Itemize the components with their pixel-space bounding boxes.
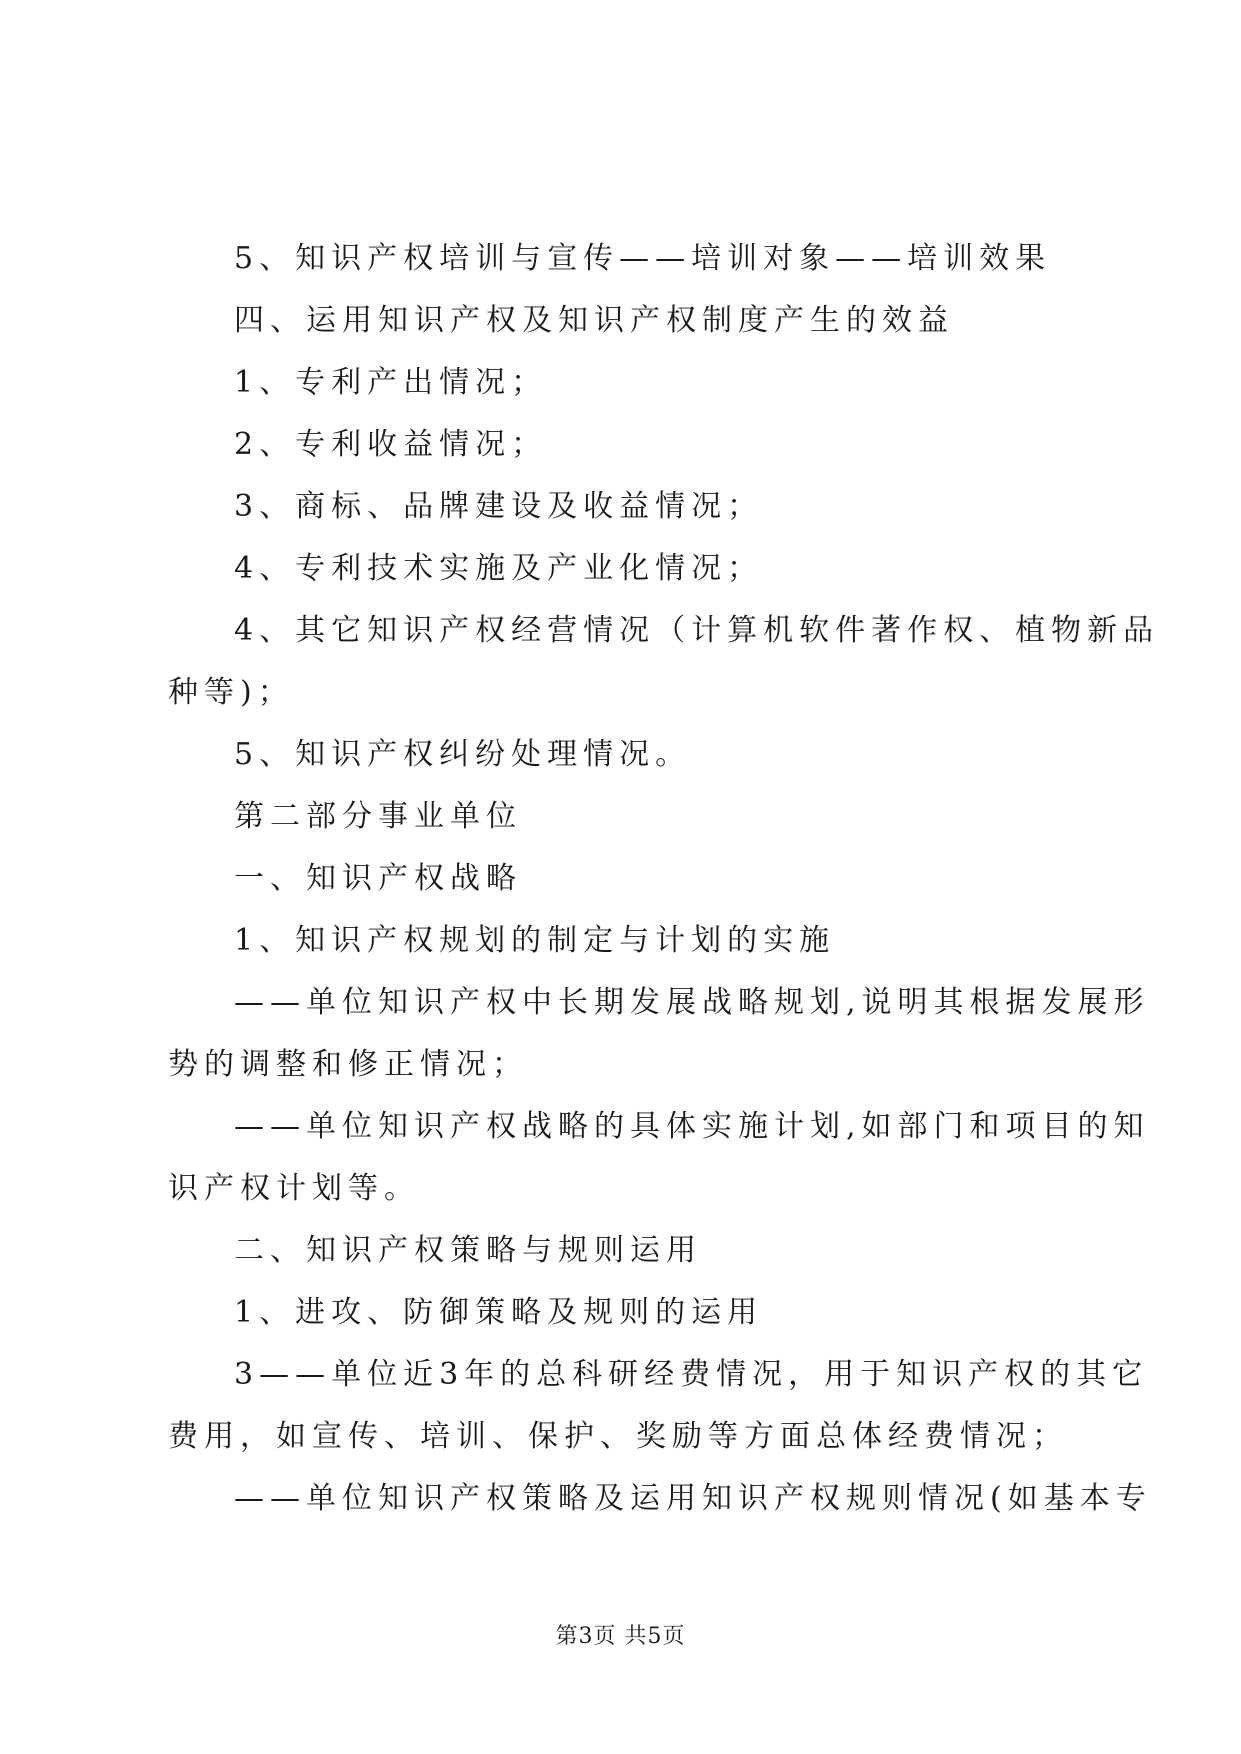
text-line: 势的调整和修正情况； xyxy=(168,1047,528,1082)
text-line: 4、其它知识产权经营情况（计算机软件著作权、植物新品 xyxy=(234,613,1160,648)
text-line: 1、进攻、防御策略及规则的运用 xyxy=(234,1295,764,1330)
text-line: 1、知识产权规划的制定与计划的实施 xyxy=(234,923,836,958)
text-line: ——单位知识产权中长期发展战略规划,说明其根据发展形 xyxy=(234,985,1150,1020)
page-footer: 第3页 共5页 xyxy=(555,1624,686,1649)
text-line: 1、专利产出情况； xyxy=(234,365,548,400)
text-line: ——单位知识产权战略的具体实施计划,如部门和项目的知 xyxy=(234,1109,1150,1144)
text-line: ——单位知识产权策略及运用知识产权规则情况(如基本专 xyxy=(234,1481,1152,1516)
document-body xyxy=(168,228,1160,1530)
text-line: 5、知识产权培训与宣传——培训对象——培训效果 xyxy=(234,241,1052,276)
text-line: 2、专利收益情况； xyxy=(234,427,548,462)
text-line: 四、运用知识产权及知识产权制度产生的效益 xyxy=(234,303,954,338)
text-line: 3——单位近3年的总科研经费情况，用于知识产权的其它 xyxy=(234,1357,1149,1392)
text-line: 识产权计划等。 xyxy=(168,1171,420,1206)
text-line: 一、知识产权战略 xyxy=(234,861,522,896)
text-line: 第二部分事业单位 xyxy=(234,799,522,834)
text-line: 3、商标、品牌建设及收益情况； xyxy=(234,489,764,524)
text-line: 5、知识产权纠纷处理情况。 xyxy=(234,737,692,772)
text-line: 二、知识产权策略与规则运用 xyxy=(234,1233,702,1268)
text-line: 种等)； xyxy=(168,675,294,710)
text-line: 4、专利技术实施及产业化情况； xyxy=(234,551,764,586)
text-line: 费用，如宣传、培训、保护、奖励等方面总体经费情况； xyxy=(168,1419,1068,1454)
